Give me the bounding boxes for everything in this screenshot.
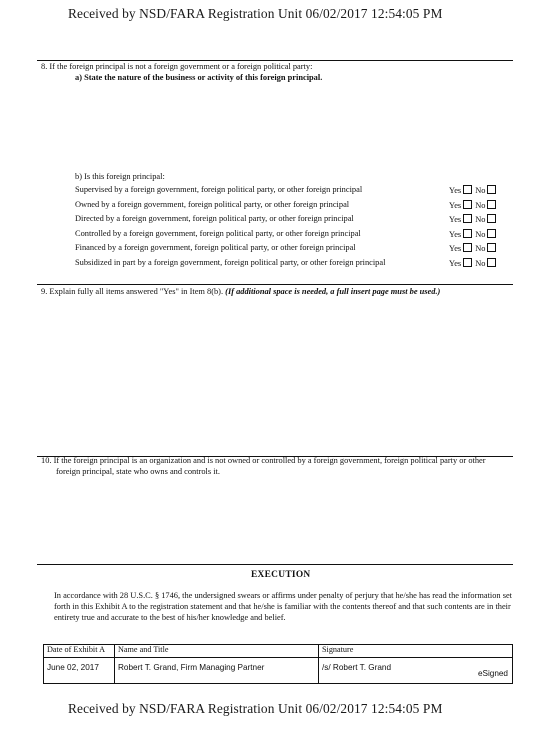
item10-line1: 10. If the foreign principal is an organization and is not owned or controlled by a foreign government, foreign political party or other [41, 456, 486, 465]
yes-label: Yes [449, 215, 462, 224]
yes-no-group [449, 229, 499, 239]
signature-cell [319, 658, 513, 684]
no-checkbox[interactable] [487, 214, 496, 223]
yes-no-group [449, 243, 499, 253]
received-stamp-bottom: Received by NSD/FARA Registration Unit 06/02/2017 12:54:05 PM [68, 701, 443, 716]
yes-no-group [449, 200, 499, 210]
no-label: No [475, 258, 486, 268]
yes-checkbox[interactable] [463, 200, 472, 209]
yes-label: Yes [449, 229, 462, 239]
signature-value: /s/ Robert T. Grand [322, 663, 392, 672]
name-header: Name and Title [115, 645, 319, 658]
execution-paragraph: In accordance with 28 U.S.C. § 1746, the undersigned swears or affirms under penalty of perjury that he/she has read the information set forth in this Exhibit A to the registration statement and that he/she is familiar with the contents thereof and that such contents are in their entirety true and accurate to the best of his/her knowledge and belief. [54, 591, 513, 622]
item9-heading [41, 287, 440, 296]
no-label: No [475, 186, 486, 195]
yes-checkbox[interactable] [463, 229, 472, 238]
date-header: Date of Exhibit A [44, 645, 115, 658]
execution-top-rule [37, 564, 513, 565]
question-label: Directed by a foreign government, foreign political party, or other foreign principal [75, 214, 354, 223]
question-label: Financed by a foreign government, foreign political party, or other foreign principal [75, 243, 356, 252]
signature-header: Signature [319, 645, 513, 658]
no-label: No [475, 200, 486, 210]
name-value: Robert T. Grand, Firm Managing Partner [115, 658, 319, 684]
no-checkbox[interactable] [487, 229, 496, 238]
no-label: No [475, 215, 486, 224]
no-checkbox[interactable] [487, 258, 496, 267]
no-label: No [475, 229, 486, 239]
item8-part-b: b) Is this foreign principal: [75, 172, 165, 181]
date-value: June 02, 2017 [44, 658, 115, 684]
item10-line2: foreign principal, state who owns and controls it. [56, 467, 220, 476]
no-checkbox[interactable] [487, 185, 496, 194]
yes-label: Yes [449, 244, 462, 253]
execution-title: EXECUTION [251, 570, 311, 580]
item8-top-rule [37, 60, 513, 61]
yes-checkbox[interactable] [463, 185, 472, 194]
item8-heading: 8. If the foreign principal is not a foreign government or a foreign political party: [41, 62, 313, 71]
yes-label: Yes [449, 258, 462, 268]
item9-italic-note: (If additional space is needed, a full insert page must be used.) [225, 287, 441, 296]
signature-table [43, 644, 513, 684]
yes-checkbox[interactable] [463, 214, 472, 223]
yes-label: Yes [449, 200, 462, 210]
yes-no-group [449, 258, 499, 268]
question-label: Controlled by a foreign government, foreign political party, or other foreign principal [75, 228, 361, 238]
yes-checkbox[interactable] [463, 243, 472, 252]
no-label: No [475, 244, 486, 253]
yes-label: Yes [449, 186, 462, 195]
item9-text: 9. Explain fully all items answered "Yes" in Item 8(b). [41, 287, 224, 296]
item8-part-a: a) State the nature of the business or activity of this foreign principal. [75, 73, 323, 82]
no-checkbox[interactable] [487, 200, 496, 209]
question-label: Owned by a foreign government, foreign political party, or other foreign principal [75, 199, 350, 209]
question-label: Subsidized in part by a foreign government, foreign political party, or other foreign principal [75, 257, 386, 267]
item9-top-rule [37, 284, 513, 285]
no-checkbox[interactable] [487, 243, 496, 252]
yes-no-group [449, 185, 499, 195]
question-label: Supervised by a foreign government, foreign political party, or other foreign principal [75, 185, 363, 194]
esigned-label: eSigned [477, 669, 508, 678]
yes-no-group [449, 214, 499, 224]
yes-checkbox[interactable] [463, 258, 472, 267]
received-stamp-top: Received by NSD/FARA Registration Unit 06/02/2017 12:54:05 PM [68, 6, 443, 21]
